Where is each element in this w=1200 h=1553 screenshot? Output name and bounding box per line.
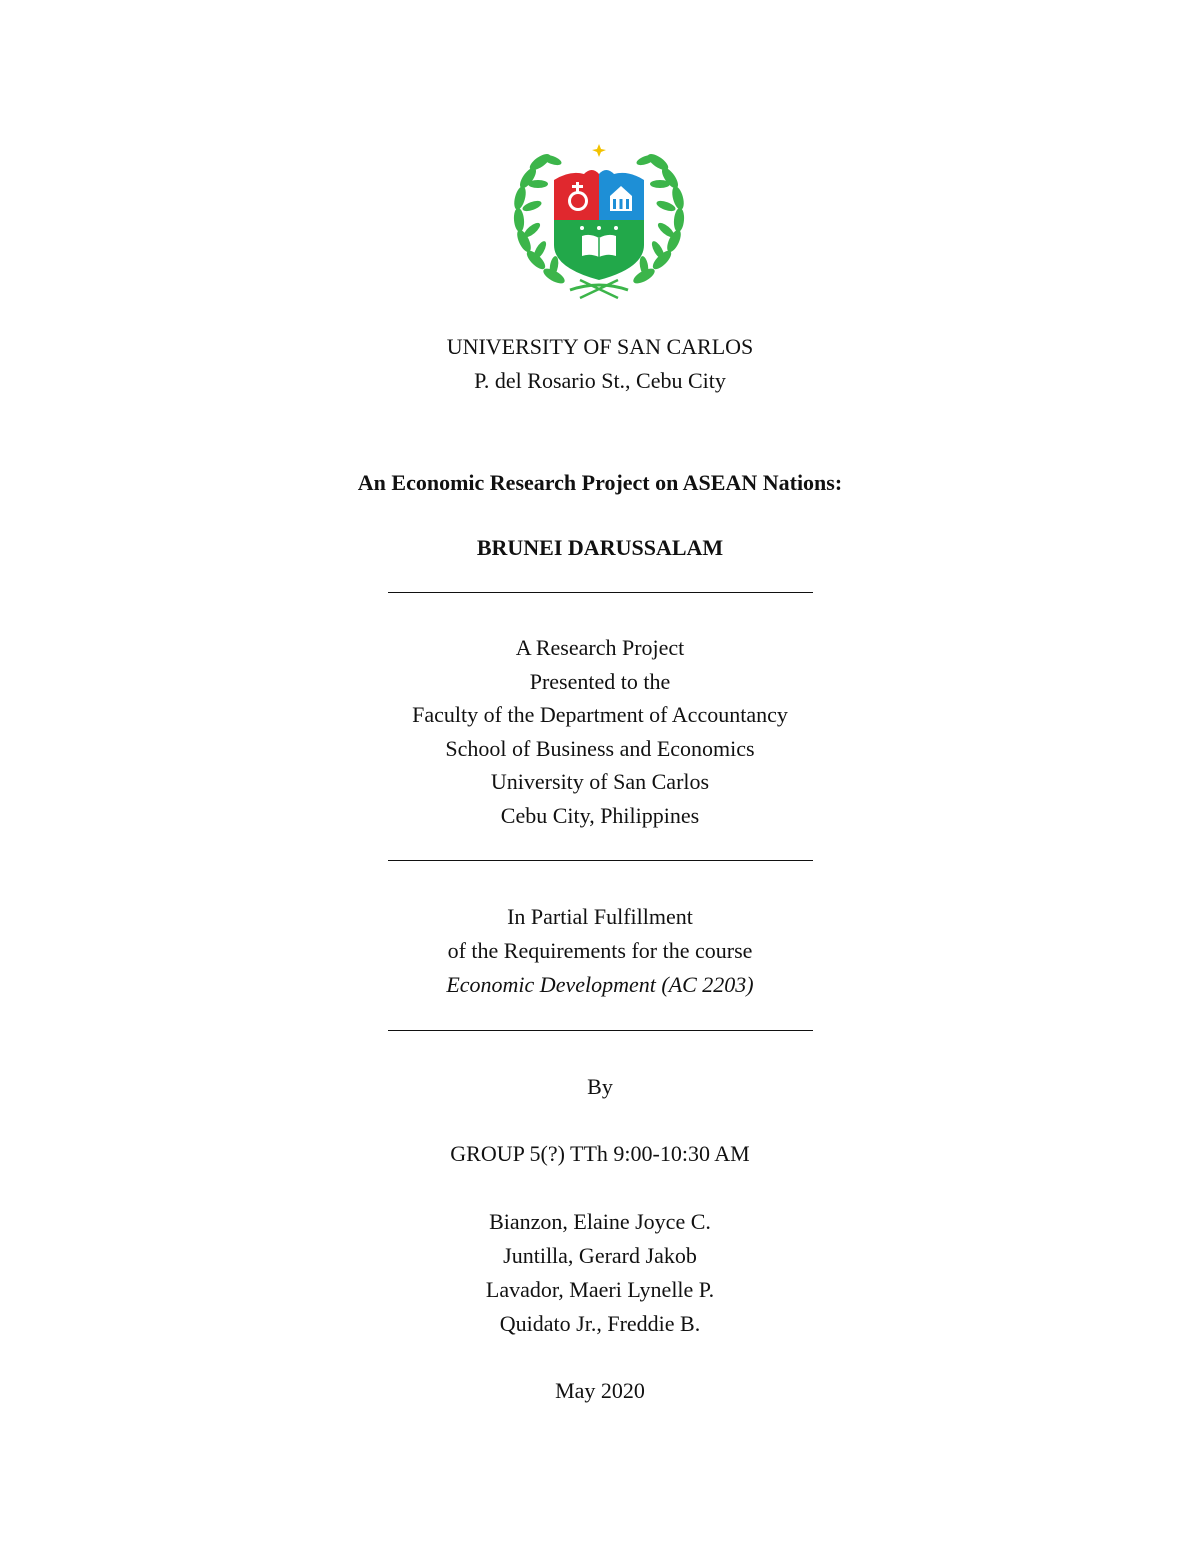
author-name: Juntilla, Gerard Jakob bbox=[503, 1243, 697, 1268]
presentation-line: Cebu City, Philippines bbox=[500, 803, 700, 828]
presentation-line: Presented to the bbox=[529, 669, 671, 694]
divider-rule bbox=[388, 1030, 813, 1031]
by-label: By bbox=[587, 1074, 613, 1099]
document-title: An Economic Research Project on ASEAN Nations: bbox=[357, 470, 843, 495]
fulfillment-line: of the Requirements for the course bbox=[447, 938, 753, 963]
university-seal-logo bbox=[510, 140, 688, 302]
country-title: BRUNEI DARUSSALAM bbox=[476, 535, 724, 560]
author-name: Lavador, Maeri Lynelle P. bbox=[485, 1277, 715, 1302]
author-name: Bianzon, Elaine Joyce C. bbox=[489, 1209, 711, 1234]
submission-date: May 2020 bbox=[555, 1378, 645, 1403]
presentation-line: Faculty of the Department of Accountancy bbox=[412, 702, 788, 727]
fulfillment-line: In Partial Fulfillment bbox=[507, 904, 693, 929]
presentation-line: A Research Project bbox=[515, 635, 685, 660]
university-address: P. del Rosario St., Cebu City bbox=[474, 368, 726, 393]
author-name: Quidato Jr., Freddie B. bbox=[499, 1311, 701, 1336]
presentation-line: School of Business and Economics bbox=[445, 736, 755, 761]
university-name: UNIVERSITY OF SAN CARLOS bbox=[446, 334, 754, 359]
divider-rule bbox=[388, 592, 813, 593]
shield-icon bbox=[554, 170, 644, 280]
group-label: GROUP 5(?) TTh 9:00-10:30 AM bbox=[450, 1141, 750, 1166]
star-icon bbox=[592, 144, 606, 157]
divider-rule bbox=[388, 860, 813, 861]
presentation-line: University of San Carlos bbox=[490, 769, 710, 794]
course-name: Economic Development (AC 2203) bbox=[446, 972, 754, 997]
